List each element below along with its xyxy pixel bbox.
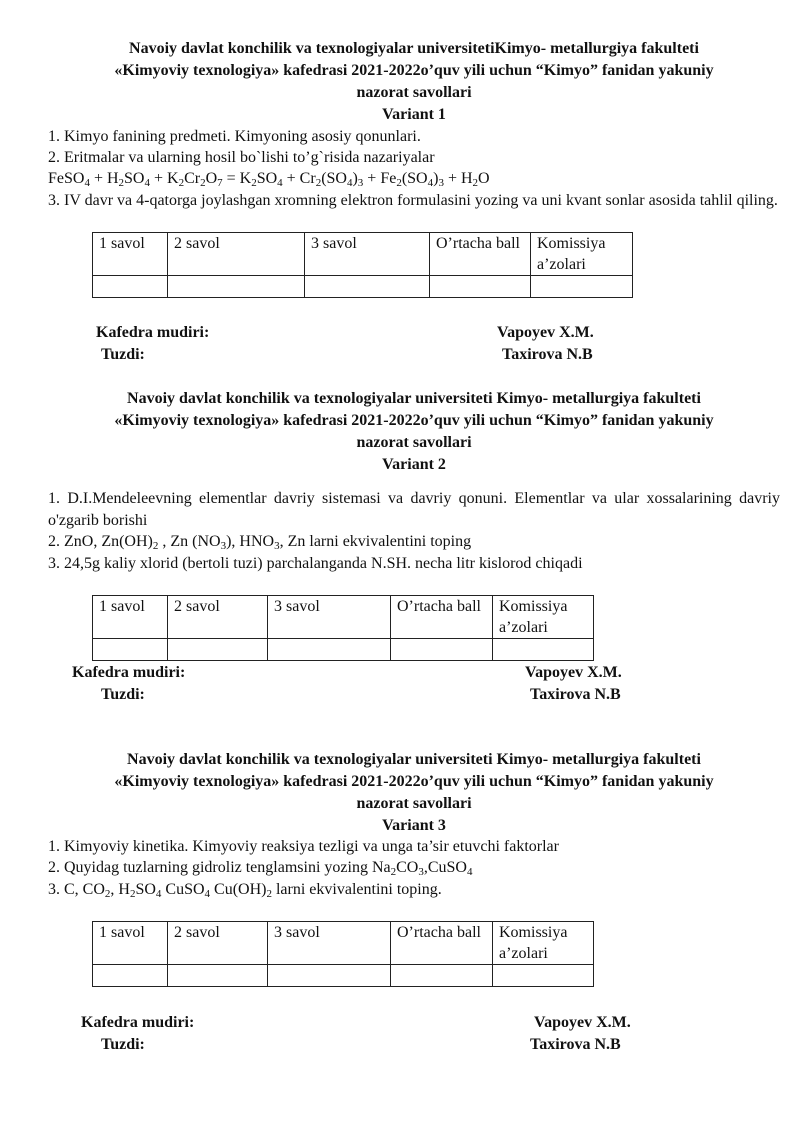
table-row	[93, 965, 594, 987]
head-of-department-name: Vapoyev X.M.	[525, 664, 622, 681]
grading-table	[92, 921, 594, 987]
head-of-department-label: Kafedra mudiri:	[81, 1014, 195, 1031]
table-header-cell: 1 savol	[93, 233, 168, 276]
reaction-equation: FeSO$_4$ + $H_2SO_4 + K_2Cr_2O_7 = K_2SO_4 + Cr_2(SO_4)_3 + Fe_2(SO_4)_3 + H_2O$	[48, 170, 490, 189]
university-heading: Navoiy davlat konchilik va texnologiyalar universitetiKimyo- metallurgiya fakulteti	[129, 40, 699, 57]
variant-title: Variant 2	[382, 456, 446, 473]
author-label: Tuzdi:	[101, 686, 145, 703]
author-label: Tuzdi:	[101, 1036, 145, 1053]
exam-heading: nazorat savollari	[356, 434, 472, 451]
question-3: 3. 24,5g kaliy xlorid (bertoli tuzi) parchalanganda N.SH. necha litr kislorod chiqadi	[48, 555, 583, 572]
score-cell	[391, 965, 493, 987]
author-name: Taxirova N.B	[530, 686, 621, 703]
department-heading: «Kimyoviy texnologiya» kafedrasi 2021-2022o’quv yili uchun “Kimyo” fanidan yakuniy	[114, 62, 714, 79]
exam-heading: nazorat savollari	[356, 795, 472, 812]
author-name: Taxirova N.B	[530, 1036, 621, 1053]
table-header-cell: Komissiya a’zolari	[531, 233, 633, 276]
table-header-cell: 2 savol	[168, 922, 268, 965]
table-header-cell: 1 savol	[93, 596, 168, 639]
score-cell	[168, 639, 268, 661]
head-of-department-name: Vapoyev X.M.	[497, 324, 594, 341]
table-header-cell: 3 savol	[268, 922, 391, 965]
table-header-cell: 2 savol	[168, 233, 305, 276]
table-header-row	[93, 233, 633, 276]
score-cell	[391, 639, 493, 661]
table-header-cell: Komissiya a’zolari	[493, 922, 594, 965]
grading-table	[92, 595, 594, 661]
score-cell	[493, 965, 594, 987]
table-header-cell: 1 savol	[93, 922, 168, 965]
table-header-cell: 3 savol	[305, 233, 430, 276]
score-cell	[531, 276, 633, 298]
score-cell	[305, 276, 430, 298]
department-heading: «Kimyoviy texnologiya» kafedrasi 2021-2022o’quv yili uchun “Kimyo” fanidan yakuniy	[114, 773, 714, 790]
table-header-row	[93, 596, 594, 639]
question-3: 3. C, $CO_2$, $H_2SO_4$ CuSO$_4$ $Cu(OH)_2$ larni ekvivalentini toping.	[48, 881, 442, 900]
table-header-row	[93, 922, 594, 965]
score-cell	[93, 639, 168, 661]
score-cell	[493, 639, 594, 661]
table-header-cell: Komissiya a’zolari	[493, 596, 594, 639]
table-header-cell: 2 savol	[168, 596, 268, 639]
question-2: 2. ZnO, $Zn(OH)_2$ , Zn $(NO_3)$, $HNO_3$, Zn larni ekvivalentini toping	[48, 533, 472, 552]
score-cell	[93, 965, 168, 987]
question-1: 1. Kimyo fanining predmeti. Kimyoning asosiy qonunlari.	[48, 128, 421, 145]
table-header-cell: O’rtacha ball	[391, 922, 493, 965]
table-header-cell: 3 savol	[268, 596, 391, 639]
table-header-cell: O’rtacha ball	[391, 596, 493, 639]
department-heading: «Kimyoviy texnologiya» kafedrasi 2021-2022o’quv yili uchun “Kimyo” fanidan yakuniy	[114, 412, 714, 429]
question-2: 2. Quyidag tuzlarning gidroliz tenglamsini yozing $Na_2CO_3,CuSO_4$	[48, 859, 473, 878]
question-1: 1. D.I.Mendeleevning elementlar davriy sistemasi va davriy qonuni. Elementlar va ular xossalarining davriy o'zgarib borishi	[48, 490, 780, 529]
score-cell	[168, 965, 268, 987]
score-cell	[268, 965, 391, 987]
score-cell	[93, 276, 168, 298]
head-of-department-label: Kafedra mudiri:	[72, 664, 186, 681]
table-header-cell: O’rtacha ball	[430, 233, 531, 276]
university-heading: Navoiy davlat konchilik va texnologiyalar universiteti Kimyo- metallurgiya fakulteti	[127, 751, 701, 768]
head-of-department-label: Kafedra mudiri:	[96, 324, 210, 341]
score-cell	[268, 639, 391, 661]
question-3: 3. IV davr va 4-qatorga joylashgan xromning elektron formulasini yozing va uni kvant sonlar asosida tahlil qiling.	[48, 192, 778, 209]
question-2: 2. Eritmalar va ularning hosil bo`lishi to’g`risida nazariyalar	[48, 149, 435, 166]
table-row	[93, 639, 594, 661]
grading-table	[92, 232, 633, 298]
author-name: Taxirova N.B	[502, 346, 593, 363]
university-heading: Navoiy davlat konchilik va texnologiyalar universiteti Kimyo- metallurgiya fakulteti	[127, 390, 701, 407]
score-cell	[430, 276, 531, 298]
variant-title: Variant 1	[382, 106, 446, 123]
question-1: 1. Kimyoviy kinetika. Kimyoviy reaksiya tezligi va unga ta’sir etuvchi faktorlar	[48, 838, 559, 855]
variant-title: Variant 3	[382, 817, 446, 834]
head-of-department-name: Vapoyev X.M.	[534, 1014, 631, 1031]
author-label: Tuzdi:	[101, 346, 145, 363]
table-row	[93, 276, 633, 298]
score-cell	[168, 276, 305, 298]
exam-heading: nazorat savollari	[356, 84, 472, 101]
